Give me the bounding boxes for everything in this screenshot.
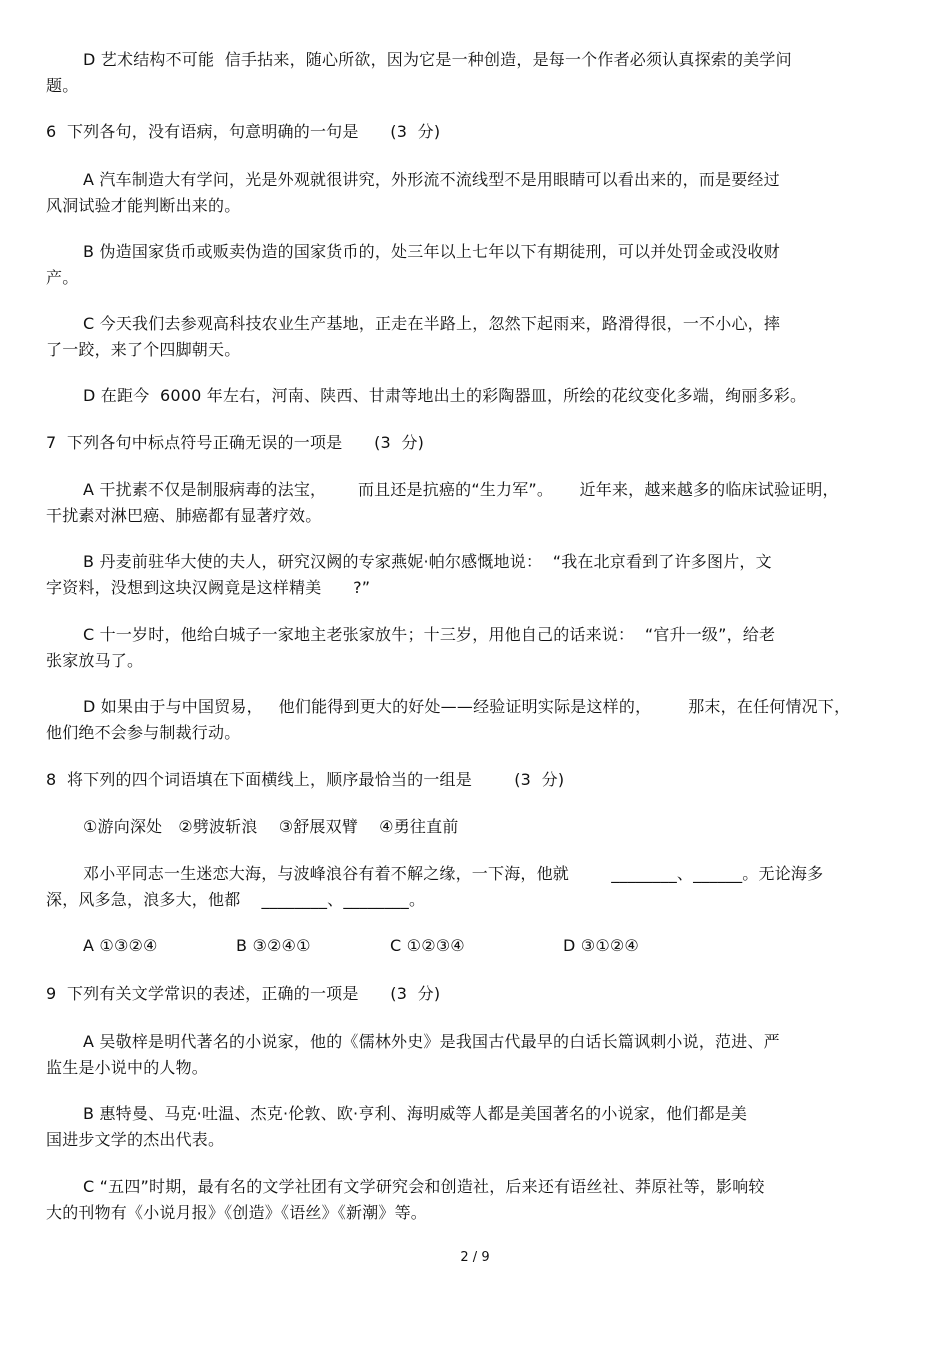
q6-option-c-line2: 了一跤，来了个四脚朝天。 [46, 340, 241, 359]
q8-passage-line2: 深，风多急，浪多大，他都 ________、________。 [46, 890, 426, 909]
q7-option-b-line2: 字资料，没想到这块汉阙竟是这样精美 ?” [46, 578, 371, 597]
q8-stem: 8 将下列的四个词语填在下面横线上，顺序最恰当的一组是 (3 分) [46, 770, 565, 789]
q7-stem: 7 下列各句中标点符号正确无误的一项是 (3 分) [46, 433, 425, 452]
q9-option-a-line2: 监生是小说中的人物。 [46, 1058, 209, 1077]
q8-choice-c: C ①②③④ [390, 936, 465, 955]
q7-option-a-line2: 干扰素对淋巴癌、肺癌都有显著疗效。 [46, 506, 322, 525]
q9-stem: 9 下列有关文学常识的表述，正确的一项是 (3 分) [46, 984, 441, 1003]
q9-option-c-line1: C “五四”时期，最有名的文学社团有文学研究会和创造社，后来还有语丝社、莽原社等，影响较 [83, 1177, 765, 1196]
q6-option-c-line1: C 今天我们去参观高科技农业生产基地，正走在半路上，忽然下起雨来，路滑得很，一不小心，摔 [83, 314, 781, 333]
q7-option-c-line2: 张家放马了。 [46, 651, 144, 670]
q9-option-b-line1: B 惠特曼、马克·吐温、杰克·伦敦、欧·亨利、海明威等人都是美国著名的小说家，他们都是美 [83, 1104, 748, 1123]
q6-option-b-line2: 产。 [46, 268, 79, 287]
q5-option-d-line1: D 艺术结构不可能 信手拈来，随心所欲，因为它是一种创造，是每一个作者必须认真探索的美学问 [83, 50, 792, 69]
q6-option-a-line2: 风洞试验才能判断出来的。 [46, 196, 241, 215]
q8-passage-line1: 邓小平同志一生迷恋大海，与波峰浪谷有着不解之缘，一下海，他就 ________、______。无论海多 [83, 864, 824, 883]
q9-option-b-line2: 国进步文学的杰出代表。 [46, 1130, 225, 1149]
q7-option-b-line1: B 丹麦前驻华大使的夫人，研究汉阙的专家燕妮·帕尔感慨地说： “我在北京看到了许多图片，文 [83, 552, 772, 571]
page-number: 2 / 9 [460, 1250, 490, 1265]
q6-option-a-line1: A 汽车制造大有学问，光是外观就很讲究，外形流不流线型不是用眼睛可以看出来的，而是要经过 [83, 170, 780, 189]
q9-option-a-line1: A 吴敬梓是明代著名的小说家，他的《儒林外史》是我国古代最早的白话长篇讽刺小说，范进、严 [83, 1032, 780, 1051]
q8-choice-d: D ③①②④ [563, 936, 639, 955]
q7-option-d-line1: D 如果由于与中国贸易， 他们能得到更大的好处——经验证明实际是这样的， 那末，在任何情况下， [83, 697, 851, 716]
q6-stem: 6 下列各句，没有语病，句意明确的一句是 (3 分) [46, 122, 441, 141]
q6-option-d: D 在距今 6000 年左右，河南、陕西、甘肃等地出土的彩陶器皿，所绘的花纹变化多端，绚丽多彩。 [83, 386, 807, 405]
q6-option-b-line1: B 伪造国家货币或贩卖伪造的国家货币的，处三年以上七年以下有期徒刑，可以并处罚金或没收财 [83, 242, 780, 261]
q5-option-d-line2: 题。 [46, 76, 79, 95]
q9-option-c-line2: 大的刊物有《小说月报》《创造》《语丝》《新潮》等。 [46, 1203, 428, 1222]
q8-choice-a: A ①③②④ [83, 936, 158, 955]
q8-choice-b: B ③②④① [236, 936, 311, 955]
q7-option-c-line1: C 十一岁时，他给白城子一家地主老张家放牛；十三岁，用他自己的话来说： “官升一级”，给老 [83, 625, 776, 644]
q7-option-d-line2: 他们绝不会参与制裁行动。 [46, 723, 241, 742]
q8-phrases: ①游向深处 ②劈波斩浪 ③舒展双臂 ④勇往直前 [83, 817, 459, 836]
q7-option-a-line1: A 干扰素不仅是制服病毒的法宝， 而且还是抗癌的“生力军”。 近年来，越来越多的临床试验证明， [83, 480, 839, 499]
